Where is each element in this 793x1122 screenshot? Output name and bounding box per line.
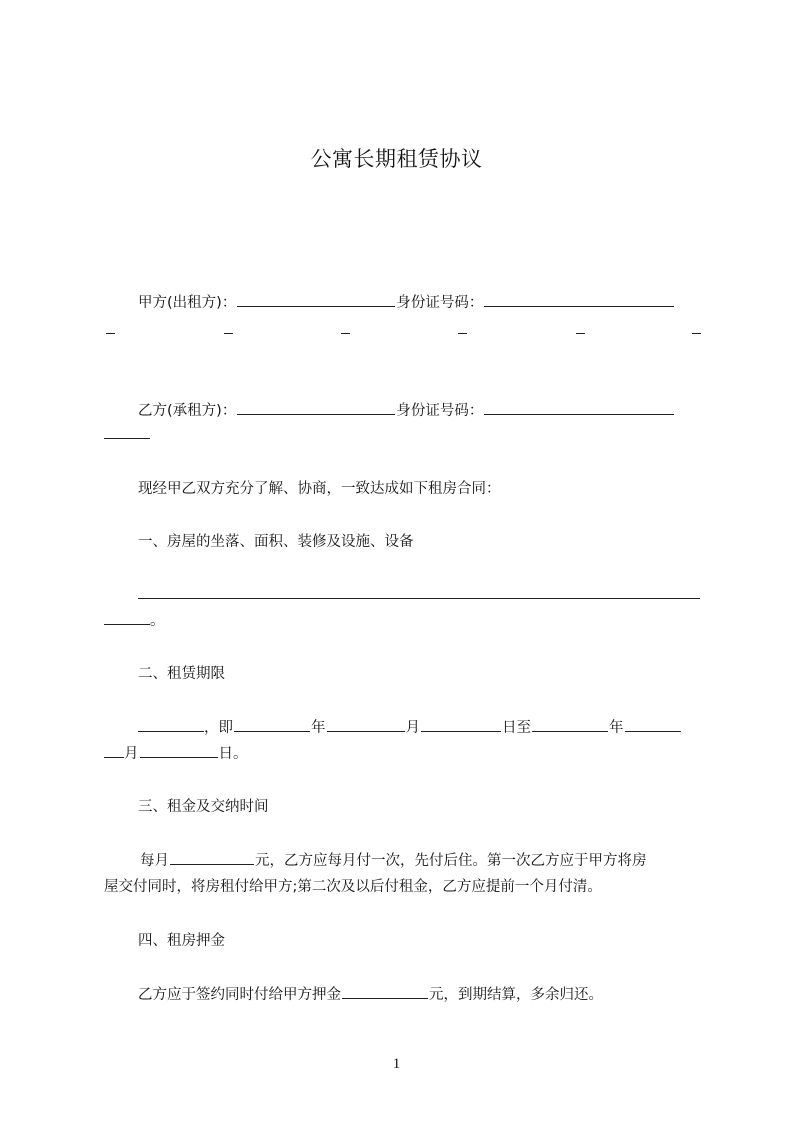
dash-mark xyxy=(692,323,701,334)
party-b-line-cont xyxy=(104,424,150,445)
lease-term-rizhi: 日至 xyxy=(502,720,531,736)
party-b-id-blank-cont[interactable] xyxy=(104,424,150,439)
lease-term-line-cont xyxy=(104,743,248,764)
party-b-id-blank[interactable] xyxy=(484,400,674,415)
section1-line xyxy=(138,584,700,605)
start-month-blank[interactable] xyxy=(327,717,405,732)
rent-meiyue: 每月 xyxy=(140,853,169,869)
deposit-end: 元，到期结算，多余归还。 xyxy=(429,987,603,1003)
party-a-label: 甲方(出租方)： xyxy=(138,295,237,311)
dash-mark xyxy=(458,323,467,334)
party-b-name-blank[interactable] xyxy=(237,400,395,415)
lease-term-yue: 月 xyxy=(405,720,420,736)
start-year-blank[interactable] xyxy=(234,717,310,732)
section1-heading: 一、房屋的坐落、面积、装修及设施、设备 xyxy=(138,534,414,550)
start-day-blank[interactable] xyxy=(421,717,501,732)
deposit-amount-blank[interactable] xyxy=(342,984,428,999)
deposit-start: 乙方应于签约同时付给甲方押金 xyxy=(138,987,341,1003)
deposit-line xyxy=(138,984,603,1005)
section4-heading: 四、租房押金 xyxy=(138,933,225,949)
page-number: 1 xyxy=(392,1056,401,1072)
rent-line xyxy=(140,850,647,871)
rent-line-2: 屋交付同时，将房租付给甲方;第二次及以后付租金，乙方应提前一个月付清。 xyxy=(104,879,602,895)
dash-mark xyxy=(224,323,233,334)
party-b-id-label: 身份证号码： xyxy=(396,403,484,419)
section3-heading: 三、租金及交纳时间 xyxy=(138,799,269,815)
lease-term-ji: ，即 xyxy=(204,720,233,736)
end-month-blank[interactable] xyxy=(625,717,681,732)
property-description-blank[interactable] xyxy=(138,584,700,599)
document-title: 公寓长期租赁协议 xyxy=(310,147,483,171)
section1-line-cont xyxy=(104,610,165,631)
rent-rest: 元，乙方应每月付一次，先付后住。第一次乙方应于甲方将房 xyxy=(255,853,647,869)
end-month-blank-cont[interactable] xyxy=(104,743,124,758)
end-day-blank[interactable] xyxy=(140,743,218,758)
party-b-label: 乙方(承租方)： xyxy=(138,403,237,419)
party-a-id-blank[interactable] xyxy=(484,292,674,307)
lease-term-yue2: 月 xyxy=(124,746,139,762)
end-year-blank[interactable] xyxy=(532,717,608,732)
lease-term-ri-end: 日。 xyxy=(218,746,248,762)
lease-term-nian2: 年 xyxy=(609,720,624,736)
party-a-id-label: 身份证号码： xyxy=(396,295,484,311)
party-b-line xyxy=(138,400,675,421)
monthly-rent-blank[interactable] xyxy=(170,850,254,865)
intro-text: 现经甲乙双方充分了解、协商，一致达成如下租房合同： xyxy=(138,481,501,497)
section1-end: 。 xyxy=(150,613,165,629)
party-a-name-blank[interactable] xyxy=(237,292,395,307)
lease-duration-blank[interactable] xyxy=(138,717,204,732)
section2-heading: 二、租赁期限 xyxy=(138,666,225,682)
property-description-blank-cont[interactable] xyxy=(104,610,150,625)
dash-mark xyxy=(106,323,115,334)
party-a-line xyxy=(138,292,675,313)
lease-term-nian: 年 xyxy=(311,720,326,736)
lease-term-line xyxy=(138,717,682,738)
dash-mark xyxy=(576,323,585,334)
dash-mark xyxy=(341,323,350,334)
